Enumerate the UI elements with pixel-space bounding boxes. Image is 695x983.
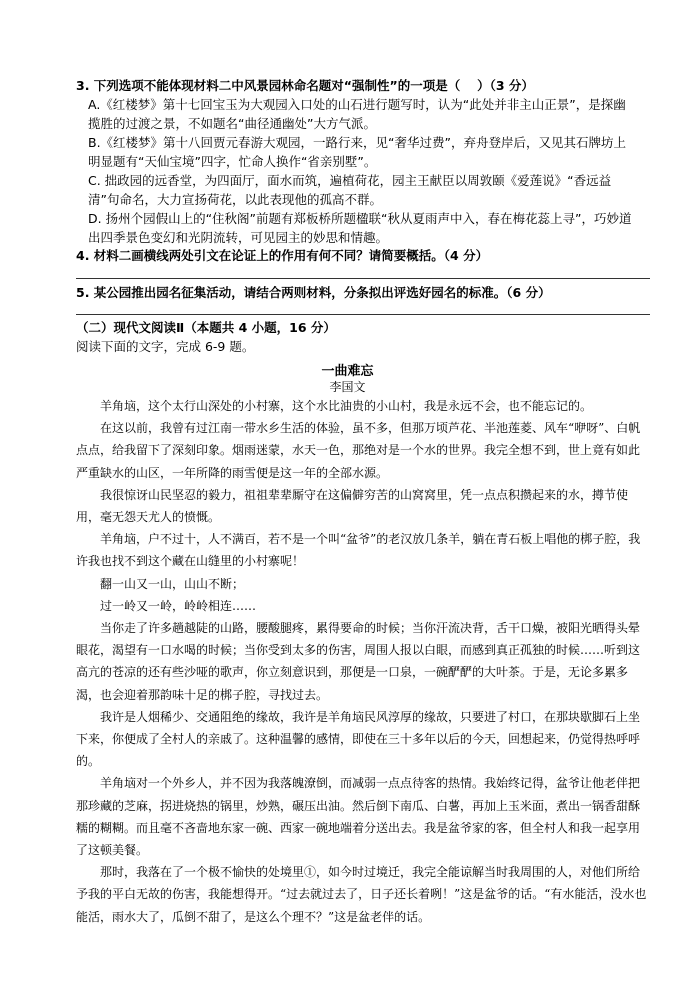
option-d: D. 扬州个园假山上的“住秋阁”前题有郑板桥所题楹联“秋从夏雨声中入，春在梅花蕊上寻”，巧妙道出四季景色变幻和光阴流转，可见园主的妙思和情趣。 bbox=[88, 211, 632, 245]
section-heading: （二）现代文阅读Ⅱ（本题共 4 小题，16 分） bbox=[76, 320, 336, 335]
answer-line-q5 bbox=[76, 314, 650, 315]
verse-line: 翻一山又一山，山山不断； bbox=[100, 576, 245, 591]
reading-instruction: 阅读下面的文字，完成 6-9 题。 bbox=[76, 339, 255, 354]
option-a: A.《红楼梦》第十七回宝玉为大观园入口处的山石进行题写时，认为“此处并非主山正景”，是探幽揽胜的过渡之景，不如题名“曲径通幽处”大方气派。 bbox=[88, 97, 626, 131]
question-5: 5. 某公园推出园名征集活动，请结合两则材料，分条拟出评选好园名的标准。（6 分） bbox=[76, 285, 551, 300]
paragraph: 羊角垴，户不过十，人不满百，若不是一个叫“盆爷”的老汉放几条羊，躺在青石板上唱他的梆子腔，我许我也找不到这个藏在山缝里的小村寨呢！ bbox=[76, 532, 641, 569]
verse-line: 过一岭又一岭，岭岭相连…… bbox=[100, 598, 257, 613]
paragraph: 那时，我落在了一个极不愉快的处境里①，如今时过境迁，我完全能谅解当时我周围的人，对他们所给予我的平白无故的伤害，我能想得开。“过去就过去了，日子还长着咧！”这是盆爷的话。“有水能活，没水也能活，雨水大了，瓜倒不甜了，是这么个理不？”这是盆老伴的话。 bbox=[76, 865, 647, 924]
paragraph: 当你走了许多趟越陡的山路，腰酸腿疼，累得要命的时候；当你汗流决背，舌干口燥，被阳光晒得头晕眼花，渴望有一口水喝的时候；当你受到太多的伤害，周围人报以白眼，而感到真正孤独的时候……听到这高亢的苍凉的还有些沙哑的歌声，你立刻意识到，那便是一口泉，一碗酽酽的大叶茶。于是，无论多累多渴，也会迎着那韵味十足的梆子腔，寻找过去。 bbox=[76, 621, 641, 702]
paragraph: 羊角垴对一个外乡人，并不因为我落魄潦倒，而减弱一点点待客的热情。我始终记得，盆爷让他老伴把那珍藏的芝麻，拐进烧热的锅里，炒熟，碾压出油。然后倒下南瓜、白薯，再加上玉米面，煮出一锅香甜酥糯的糊糊。而且毫不吝啬地东家一碗、西家一碗地端着分送出去。我是盆爷家的客，但全村人和我一起享用了这顿美餐。 bbox=[76, 776, 641, 858]
paragraph: 在这以前，我曾有过江南一带水乡生活的体验，虽不多，但那万顷芦花、半池莲菱、风车“咿呀”、白帆点点，给我留下了深刻印象。烟雨迷蒙，水天一色，那绝对是一个水的世界。我完全想不到，世上竟有如此严重缺水的山区，一年所降的雨雪便是这一年的全部水源。 bbox=[76, 421, 641, 480]
paragraph: 我很惊讶山民坚忍的毅力，祖祖辈辈厮守在这偏僻穷苦的山窝窝里，凭一点点积攒起来的水，撙节使用，毫无怨天尤人的愤慨。 bbox=[76, 487, 629, 525]
option-b: B.《红楼梦》第十八回贾元春游大观园，一路行来，见“奢华过费”，弃舟登岸后，又见其石牌坊上明显题有“天仙宝境”四字，忙命人换作“省亲别墅”。 bbox=[88, 135, 627, 169]
question-3 bbox=[76, 76, 636, 247]
paragraph: 羊角垴，这个太行山深处的小村寨，这个水比油贵的小山村，我是永远不会，也不能忘记的。 bbox=[100, 399, 593, 413]
option-c: C. 拙政园的远香堂，为四面厅，面水而筑，遍植荷花，园主王献臣以周敦颐《爱莲说》“香远益清”句命名，大力宣扬荷花，以此表现他的孤高不群。 bbox=[88, 173, 612, 207]
paragraph: 我许是人烟稀少、交通阻绝的缘故，我许是羊角垴民风淳厚的缘故，只要进了村口，在那块歇脚石上坐下来，你便成了全村人的亲戚了。这种温馨的感情，即使在三十多年以后的今天，回想起来，仍觉得热呼呼的。 bbox=[76, 709, 641, 769]
question-3-title: 3. 下列选项不能体现材料二中风景园林命名题对“强制性”的一项是（ ）（3 分） bbox=[76, 78, 534, 93]
answer-line-q4 bbox=[76, 278, 650, 279]
article-body bbox=[76, 395, 648, 928]
question-4: 4. 材料二画横线两处引文在论证上的作用有何不同？请简要概括。（4 分） bbox=[76, 248, 489, 263]
article-title: 一曲难忘 bbox=[321, 364, 374, 379]
article-author: 李国文 bbox=[329, 380, 366, 394]
